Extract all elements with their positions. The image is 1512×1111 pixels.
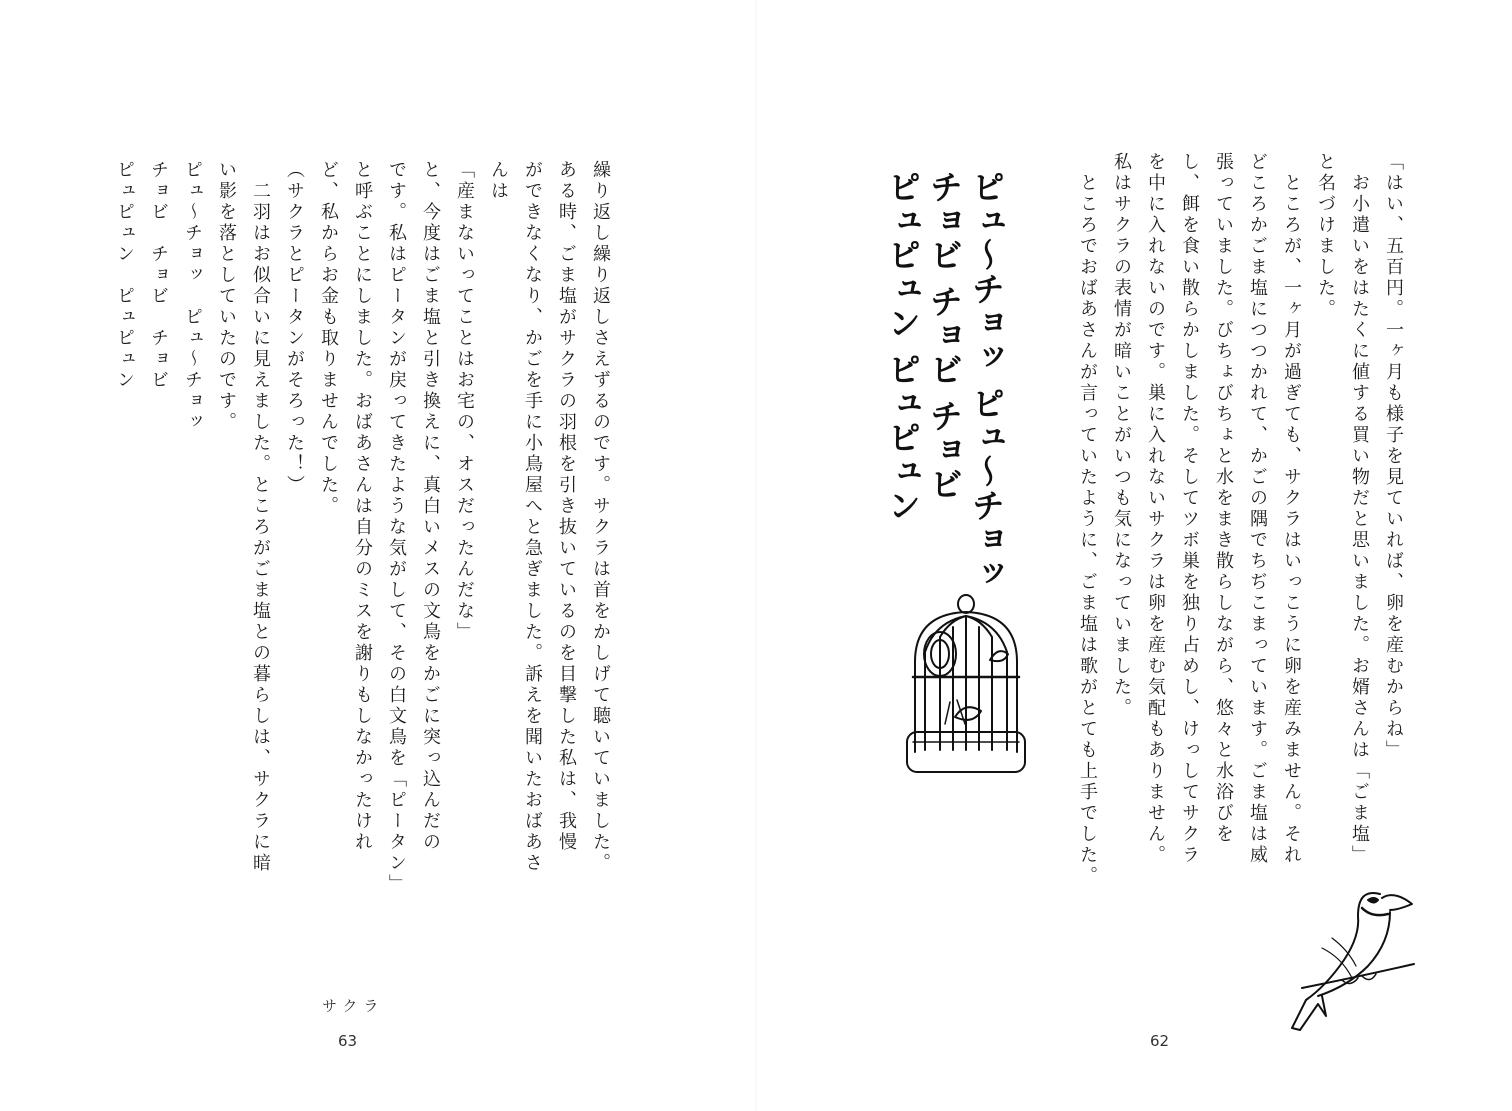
left-page-body bbox=[107, 160, 617, 920]
page-number-right: 62 bbox=[1150, 1032, 1170, 1050]
text-line: ある時、ごま塩がサクラの羽根を引き抜いているのを目撃した私は、我慢 bbox=[556, 160, 577, 853]
text-line: ど、私からお金も取りませんでした。 bbox=[318, 160, 339, 517]
bird-song-handwritten bbox=[881, 170, 1007, 591]
text-line: ができなくなり、かごを手に小鳥屋へと急ぎました。訴えを聞いたおばあさ bbox=[522, 160, 543, 874]
running-head: サクラ bbox=[322, 997, 385, 1015]
right-page-body bbox=[1070, 152, 1410, 912]
text-line: （サクラとピータンがそろった！） bbox=[284, 160, 305, 496]
text-line: 繰り返し繰り返しさえずるのです。サクラは首をかしげて聴いていました。 bbox=[590, 160, 611, 874]
text-line: を中に入れないのです。巣に入れないサクラは卵を産む気配もありません。 bbox=[1145, 152, 1166, 866]
song-line: ピュピュン ピュピュン bbox=[883, 170, 922, 523]
text-line: ところでおばあさんが言っていたように、ごま塩は歌がとても上手でした。 bbox=[1077, 152, 1098, 887]
text-line: 「産まないってことはお宅の、オスだったんだな」 bbox=[454, 160, 475, 643]
text-line: どころかごま塩につつかれて、かごの隅でちぢこまっています。ごま塩は威 bbox=[1247, 152, 1268, 866]
text-line: ところが、一ヶ月が過ぎても、サクラはいっこうに卵を産みません。それ bbox=[1281, 152, 1302, 866]
text-line: んは bbox=[488, 160, 509, 202]
text-line: い影を落としていたのです。 bbox=[216, 160, 237, 433]
text-line: し、餌を食い散らかしました。そしてツボ巣を独り占めし、けっしてサクラ bbox=[1179, 152, 1200, 866]
text-line: 張っていました。びちょびちょと水をまき散らしながら、悠々と水浴びを bbox=[1213, 152, 1234, 845]
java-sparrow-drawing bbox=[1282, 878, 1422, 1038]
text-line: ピュ〜チョッ ピュ〜チョッ bbox=[182, 160, 203, 433]
text-line: です。私はピータンが戻ってきたような気がして、その白文鳥を「ピータン」 bbox=[386, 160, 407, 895]
text-line: 「はい、五百円。一ヶ月も様子を見ていれば、卵を産むからね」 bbox=[1383, 152, 1404, 761]
song-line: チョビ チョビ チョビ bbox=[925, 170, 964, 501]
text-line: と呼ぶことにしました。おばあさんは自分のミスを謝りもしなかったけれ bbox=[352, 160, 373, 853]
birdcage-drawing bbox=[895, 592, 1035, 777]
text-line: ピュピュン ピュピュン bbox=[114, 160, 135, 391]
text-line: と名づけました。 bbox=[1315, 152, 1336, 320]
song-line: ピュ〜チョッ ピュ〜チョッ bbox=[967, 170, 1006, 591]
text-line: お小遣いをはたくに値する買い物だと思いました。お婿さんは「ごま塩」 bbox=[1349, 152, 1370, 866]
page-number-left: 63 bbox=[338, 1032, 358, 1050]
text-line: と、今度はごま塩と引き換えに、真白いメスの文鳥をかごに突っ込んだの bbox=[420, 160, 441, 853]
text-line: 二羽はお似合いに見えました。ところがごま塩との暮らしは、サクラに暗 bbox=[250, 160, 271, 874]
text-line: チョビ チョビ チョビ bbox=[148, 160, 169, 391]
gutter bbox=[755, 0, 757, 1111]
text-line: 私はサクラの表情が暗いことがいつも気になっていました。 bbox=[1111, 152, 1132, 719]
